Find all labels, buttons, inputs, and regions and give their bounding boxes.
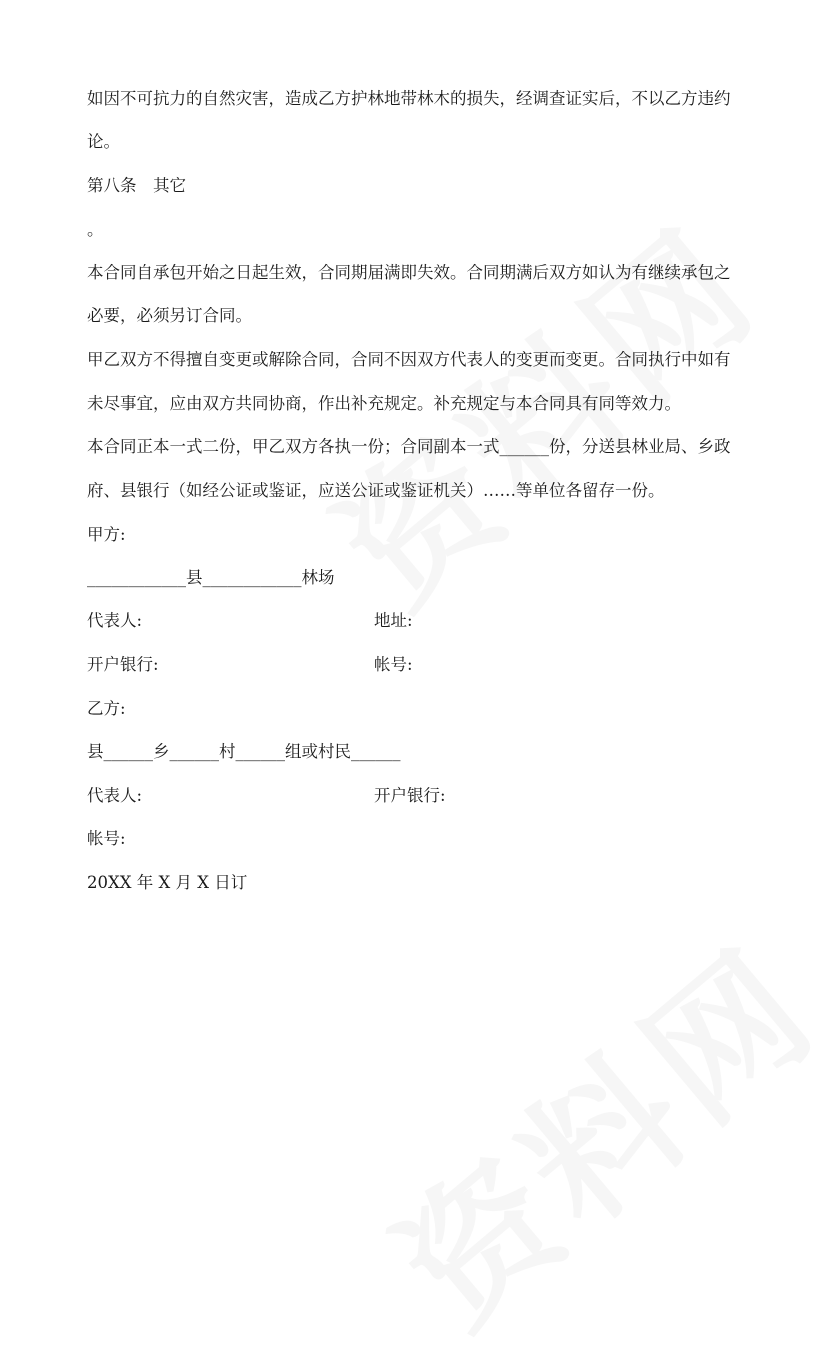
paragraph-line: 府、县银行（如经公证或鉴证，应送公证或鉴证机关）……等单位各留存一份。 <box>87 481 665 500</box>
party-a-rep-label: 代表人: <box>87 611 143 630</box>
party-a-address-label: 地址: <box>374 611 413 630</box>
party-b-label: 乙方: <box>87 699 126 718</box>
paragraph-line: 本合同正本一式二份，甲乙双方各执一份；合同副本一式______份，分送县林业局、乡政 <box>87 437 731 456</box>
paragraph-line: 如因不可抗力的自然灾害，造成乙方护林地带林木的损失，经调查证实后，不以乙方违约 <box>87 89 731 108</box>
paragraph-line: 本合同自承包开始之日起生效，合同期届满即失效。合同期满后双方如认为有继续承包之 <box>87 263 731 282</box>
paragraph-line: 论。 <box>87 132 120 151</box>
party-b-account-label: 帐号: <box>87 829 126 848</box>
party-a-rep-row <box>87 610 142 632</box>
party-a-label: 甲方: <box>87 525 126 544</box>
party-a-bank-label: 开户银行: <box>87 655 159 674</box>
watermark <box>347 891 830 1365</box>
party-b-name-line: 县______乡______村______组或村民______ <box>87 742 401 761</box>
party-b-rep-label: 代表人: <box>87 786 143 805</box>
paragraph-line: 甲乙双方不得擅自变更或解除合同，合同不因双方代表人的变更而变更。合同执行中如有 <box>87 350 731 369</box>
paragraph-line: 必要，必须另订合同。 <box>87 306 252 325</box>
paragraph-line: 。 <box>87 220 104 239</box>
party-a-name-line: ____________县____________林场 <box>87 568 335 587</box>
party-a-account-label: 帐号: <box>374 655 413 674</box>
date-line: 20XX 年 X 月 X 日订 <box>87 873 248 892</box>
paragraph-line: 未尽事宜，应由双方共同协商，作出补充规定。补充规定与本合同具有同等效力。 <box>87 394 681 413</box>
party-b-bank-label: 开户银行: <box>374 786 446 805</box>
section-heading: 第八条 其它 <box>87 176 186 195</box>
